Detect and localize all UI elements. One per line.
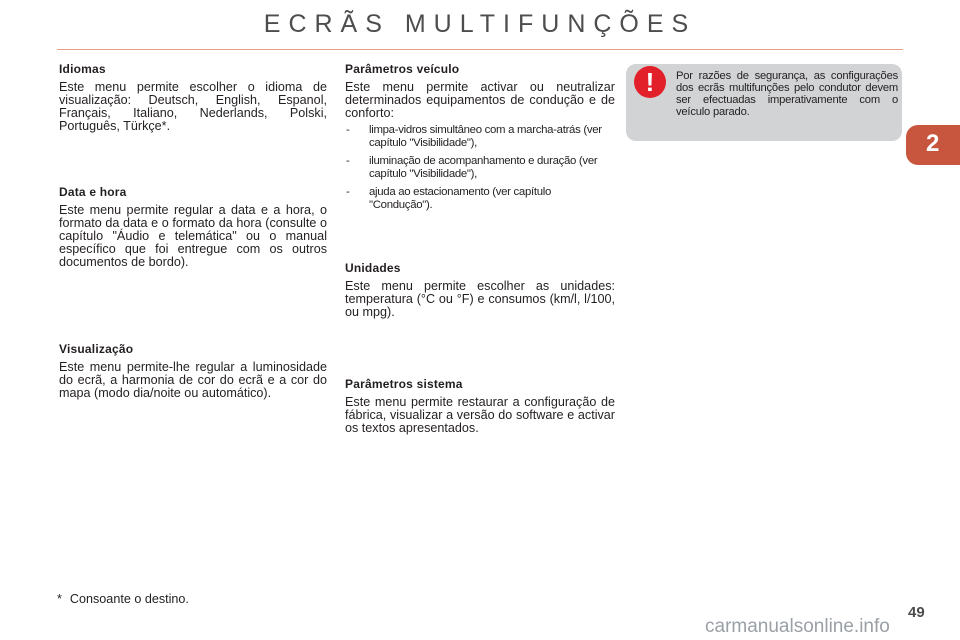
section-text: Este menu permite escolher o idioma de visualização: Deutsch, English, Espanol, Français, Italiano, Nederlands, Polski, Português, Türkçe*.: [59, 80, 327, 133]
list-item-text: ajuda ao estacionamento (ver capítulo "Condução").: [369, 186, 552, 211]
safety-notice: [626, 64, 902, 141]
section-data-hora: [59, 185, 327, 269]
section-heading: Data e hora: [59, 185, 127, 199]
section-text: Este menu permite escolher as unidades: temperatura (°C ou °F) e consumos (km/l, l/100, ou mpg).: [345, 279, 615, 319]
section-heading: Parâmetros sistema: [345, 377, 463, 391]
section-parametros-sistema: [345, 377, 615, 435]
section-visualizacao: [59, 342, 327, 400]
section-heading: Parâmetros veículo: [345, 62, 460, 76]
dash-marker: -: [346, 124, 350, 136]
bullet-list: [345, 124, 615, 211]
list-item: [345, 186, 615, 211]
section-heading: Visualização: [59, 342, 134, 356]
exclamation-icon: !: [634, 66, 666, 98]
list-item: [345, 155, 615, 180]
section-text: Este menu permite activar ou neutralizar determinados equipamentos de condução e de conforto:: [345, 80, 615, 120]
section-text: Este menu permite restaurar a configuração de fábrica, visualizar a versão do software e activar os textos apresentados.: [345, 395, 615, 435]
notice-text: Por razões de segurança, as configurações dos ecrãs multifunções pelo condutor devem ser efectuadas imperativamente com o veículo parado.: [676, 70, 898, 118]
section-heading: Idiomas: [59, 62, 106, 76]
chapter-number: 2: [926, 130, 940, 157]
section-text: Este menu permite-lhe regular a luminosidade do ecrã, a harmonia de cor do ecrã e a cor do mapa (modo dia/noite ou automático).: [59, 360, 327, 400]
list-item: [345, 124, 615, 149]
section-parametros-veiculo: [345, 62, 615, 217]
footnote-marker: *: [57, 592, 62, 606]
section-idiomas: [59, 62, 327, 133]
section-unidades: [345, 261, 615, 319]
footnote: [57, 592, 189, 606]
list-item-text: limpa-vidros simultâneo com a marcha-atrás (ver capítulo "Visibilidade"),: [369, 124, 602, 149]
watermark: carmanualsonline.info: [705, 616, 890, 637]
header-divider: [57, 49, 903, 50]
dash-marker: -: [346, 186, 350, 198]
section-heading: Unidades: [345, 261, 401, 275]
page-title: ECRÃS MULTIFUNÇÕES: [263, 10, 697, 38]
page-number: 49: [908, 604, 925, 621]
section-text: Este menu permite regular a data e a hora, o formato da data e o formato da hora (consulte o capítulo "Áudio e telemática" ou o manual específico que foi entregue com os outros documentos de bordo).: [59, 203, 327, 269]
footnote-text: Consoante o destino.: [69, 592, 189, 606]
chapter-tab: [906, 125, 960, 165]
dash-marker: -: [346, 155, 350, 167]
list-item-text: iluminação de acompanhamento e duração (ver capítulo "Visibilidade"),: [369, 155, 598, 180]
